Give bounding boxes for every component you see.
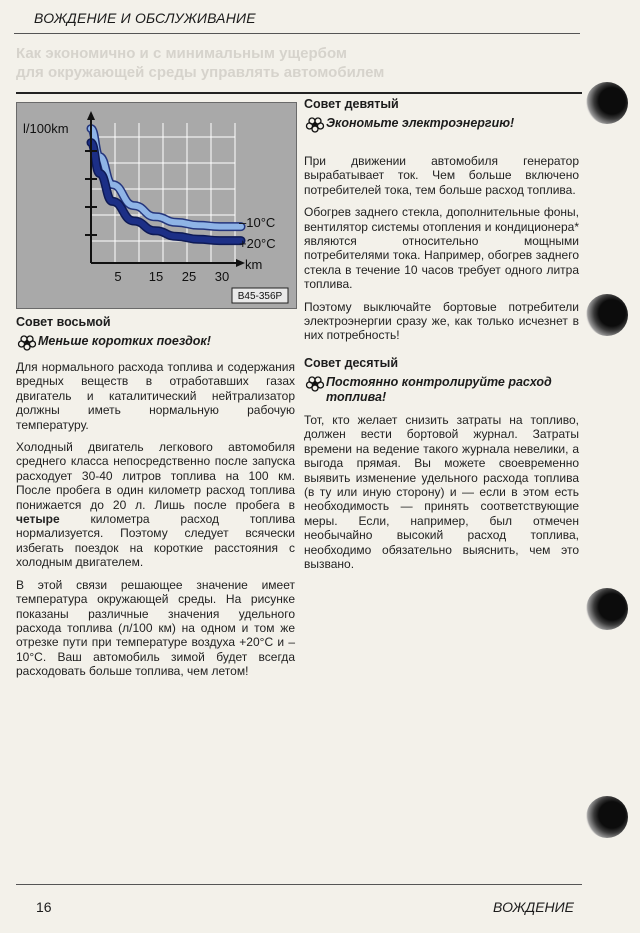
tip-title-8: Меньше коротких поездок!: [38, 334, 211, 348]
bleed-through-line-1: Как экономично и с минимальным ущербом: [16, 45, 348, 62]
paragraph-8-2: [16, 440, 295, 570]
right-column: [304, 96, 579, 579]
left-column: [16, 314, 295, 687]
flower-icon: [16, 334, 38, 352]
section-rule: [16, 92, 582, 94]
x-tick-label: 25: [181, 269, 197, 284]
section-title-8: Совет восьмой: [16, 315, 111, 329]
x-tick-labels: [114, 269, 229, 284]
section-title-10: Совет десятый: [304, 355, 399, 370]
running-head: ВОЖДЕНИЕ И ОБСЛУЖИВАНИЕ: [34, 10, 256, 26]
paragraph-8-2-emphasis: четыре: [16, 512, 60, 527]
tip-heading-8: [16, 334, 295, 352]
paragraph-9-2: Обогрев заднего стекла, дополнительные фоны, вентилятор системы отопления и кондиционера* являются относительно мощными потребителями тока. Например, обогрев заднего стекла в течение 10 часов требует одного литра топлива.: [304, 205, 579, 292]
x-tick-label: 15: [148, 269, 164, 284]
paragraph-8-2-part-a: Холодный двигатель легкового автомобиля среднего класса непосредственно после запуска расходует 30-40 литров топлива на 100 км. После пробега в один километр расход топлива понижается до 20 л. Лишь после пробега в: [16, 440, 295, 512]
page-number: 16: [36, 899, 52, 915]
x-tick-label: 5: [114, 269, 122, 284]
fuel-consumption-figure: [16, 102, 297, 309]
paragraph-8-1: Для нормального расхода топлива и содержания вредных веществ в отработавших газах двигатель и каталитический нейтрализатор должны иметь нормальную рабочую температуру.: [16, 360, 295, 432]
y-axis-arrow: [87, 111, 95, 120]
series-label-cold: –10°C: [239, 215, 276, 230]
figure-code: B45-356P: [237, 291, 283, 302]
tip-title-9: Экономьте электроэнергию!: [326, 116, 515, 130]
bleed-through-text: [16, 44, 576, 82]
series-label-warm: +20°C: [239, 236, 276, 251]
tip-heading-10: [304, 375, 579, 405]
x-tick-label: 30: [214, 269, 230, 284]
footer-section-title: ВОЖДЕНИЕ: [493, 899, 574, 915]
binder-hole: [586, 294, 628, 336]
series-line-cold-core: [91, 129, 241, 227]
paragraph-8-3: В этой связи решающее значение имеет температура окружающей среды. На рисунке показаны различные значения удельного расхода топлива (л/100 км) на одном и том же отрезке пути при температуре воздуха +20°С и –10°С. Ваш автомобиль зимой будет всегда расходовать больше топлива, чем летом!: [16, 577, 295, 679]
paragraph-8-2-part-b: километра расход топлива нормализуется. Поэтому следует всячески избегать поездок на короткие расстояния с холодным двигателем.: [16, 512, 295, 570]
bleed-through-line-2: для окружающей среды управлять автомобилем: [16, 64, 385, 81]
fuel-consumption-chart: [17, 103, 296, 308]
binder-hole: [586, 796, 628, 838]
tip-heading-9: [304, 116, 579, 134]
binder-hole: [586, 588, 628, 630]
paragraph-9-3: Поэтому выключайте бортовые потребители электроэнергии сразу же, как только исчезнет в них потребность!: [304, 299, 579, 343]
series-line-cold: [91, 129, 241, 227]
section-title-9: Совет девятый: [304, 97, 399, 111]
y-axis-label: l/100km: [23, 121, 69, 136]
header-rule: [14, 33, 580, 34]
flower-icon: [304, 375, 326, 393]
paragraph-9-1: При движении автомобиля генератор вырабатывает ток. Чем больше включено потребителей тока, тем больше расход топлива.: [304, 154, 579, 197]
x-axis-label: km: [245, 257, 263, 272]
paragraph-10-1: Тот, кто желает снизить затраты на топливо, должен вести бортовой журнал. Затраты времени на ведение такого журнала невелики, а выгода прямая. Вы можете своевременно выявить изменение удельного расхода топлива (в ту или иную сторону) и — если в этом есть необходимость — принять соответствующие меры. Если, например, был отмечен необычайно высокий расход топлива, необходимо обязательно выяснить, чем это вызвано.: [304, 412, 579, 571]
binder-hole: [586, 82, 628, 124]
flower-icon: [304, 116, 326, 134]
tip-title-10: Постоянно контролируйте расход топлива!: [326, 374, 552, 404]
footer-rule: [16, 884, 582, 885]
x-axis-arrow: [236, 259, 245, 267]
